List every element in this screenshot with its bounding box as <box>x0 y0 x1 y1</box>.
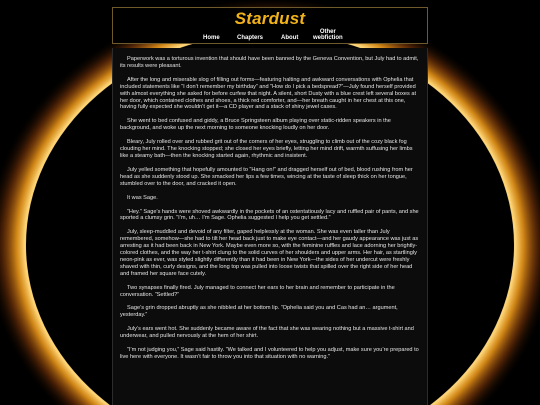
story-paragraph: Two synapses finally fired. July managed to connect her ears to her brain and remember to participate in the conversation. “Settled?” <box>120 284 395 298</box>
story-paragraph: Paperwork was a torturous invention that should have been banned by the Geneva Convention, but July had to admit, its results were pleasant. <box>120 56 419 69</box>
nav-other-line1: Other <box>319 29 336 35</box>
story-paragraph: “I’m not judging you,” Sage said hastily. “We talked and I volunteered to help you adjust, make sure you’re prepared to live here with everyone. It wasn’t fair to throw you into that situation with no warning.” <box>120 347 419 360</box>
story-paragraph: It was Sage. <box>127 194 158 201</box>
story-paragraph: “Hey.” Sage’s hands were shoved awkwardly in the pockets of an ostentatiously lacy and ruffled pair of pants, and she sported a clumsy grin. “I’m, uh… I’m Sage. Ophelia suggested I help you get settled.” <box>120 208 419 222</box>
story-paragraph: July’s ears went hot. She suddenly became aware of the fact that she was wearing nothing but a massive t-shirt and underwear, and pulled nervously at the hem of her shirt. <box>120 326 414 340</box>
nav-link-about[interactable]: About <box>281 35 299 41</box>
site-header <box>112 7 428 44</box>
story-paragraph: July, sleep-muddled and devoid of any filter, gaped helplessly at the woman. She was even taller than July remembered, somehow—she had to tilt her head back just to make eye contact—and her gaudy appearance was just as arresting as it had been back in New York. Maybe even more so, with the feminine ruffles and lace adorning her brightly-colored clothes, and the way her t-shirt clung to the solid curves of her shoulders and upper arms. Her hair, as startlingly neon-pink as ever, was styled slightly differently than it had been in New York—the sides of her undercut were freshly shaved with thin, curly designs, and the long top was pulled into loose twists that spilled over the right side of her head and framed her square face cutely. <box>120 229 419 277</box>
story-paragraph: July yelled something that hopefully amounted to “Hang on!” and dragged herself out of bed, blood rushing from her head as she suddenly stood up. She smacked her lips a few times, wincing at the taste of sleep thick on her tongue, stumbled over to the door, and cracked it open. <box>120 166 413 187</box>
story-paragraph: She went to bed confused and giddy, a Bruce Springsteen album playing over static-ridden speakers in the background, and woke up the next morning to someone knocking loudly on her door. <box>120 118 391 132</box>
main-nav <box>113 31 427 43</box>
nav-link-other-webfiction[interactable] <box>313 29 343 41</box>
nav-link-chapters[interactable]: Chapters <box>237 35 264 41</box>
story-content <box>112 48 428 405</box>
story-paragraph: Sage’s grin dropped abruptly as she nibbled at her bottom lip. “Ophelia said you and Cas had an… argument, yesterday.” <box>120 305 398 319</box>
story-paragraph: After the long and miserable slog of filling out forms—featuring halting and awkward conversations with Ophelia that included statements like “I don’t remember my birthday” and “How do I pick a bedspread?”—July found herself provided with almost everything she asked for before curfew that night. A silent, short Dusty with a blue crest left several boxes at her door, which contained clothes and shoes, a thick red comforter, and—her breath caught in her chest at this one, having fully expected she wouldn’t get it—a CD player and a stack of shiny jewel cases. <box>120 76 416 111</box>
story-paragraph: Bleary, July rolled over and rubbed grit out of the corners of her eyes, struggling to climb out of the cozy black fog clouding her mind. The knocking stopped; she closed her eyes briefly, letting her mind drift, warmth suffusing her limbs like a steamy bath—then the knocking started again, rhythmic and insistent. <box>120 139 413 159</box>
nav-link-home[interactable]: Home <box>203 35 220 41</box>
nav-other-line2: webfiction <box>313 35 343 41</box>
site-title[interactable]: Stardust <box>234 9 306 28</box>
page-container <box>112 7 428 405</box>
